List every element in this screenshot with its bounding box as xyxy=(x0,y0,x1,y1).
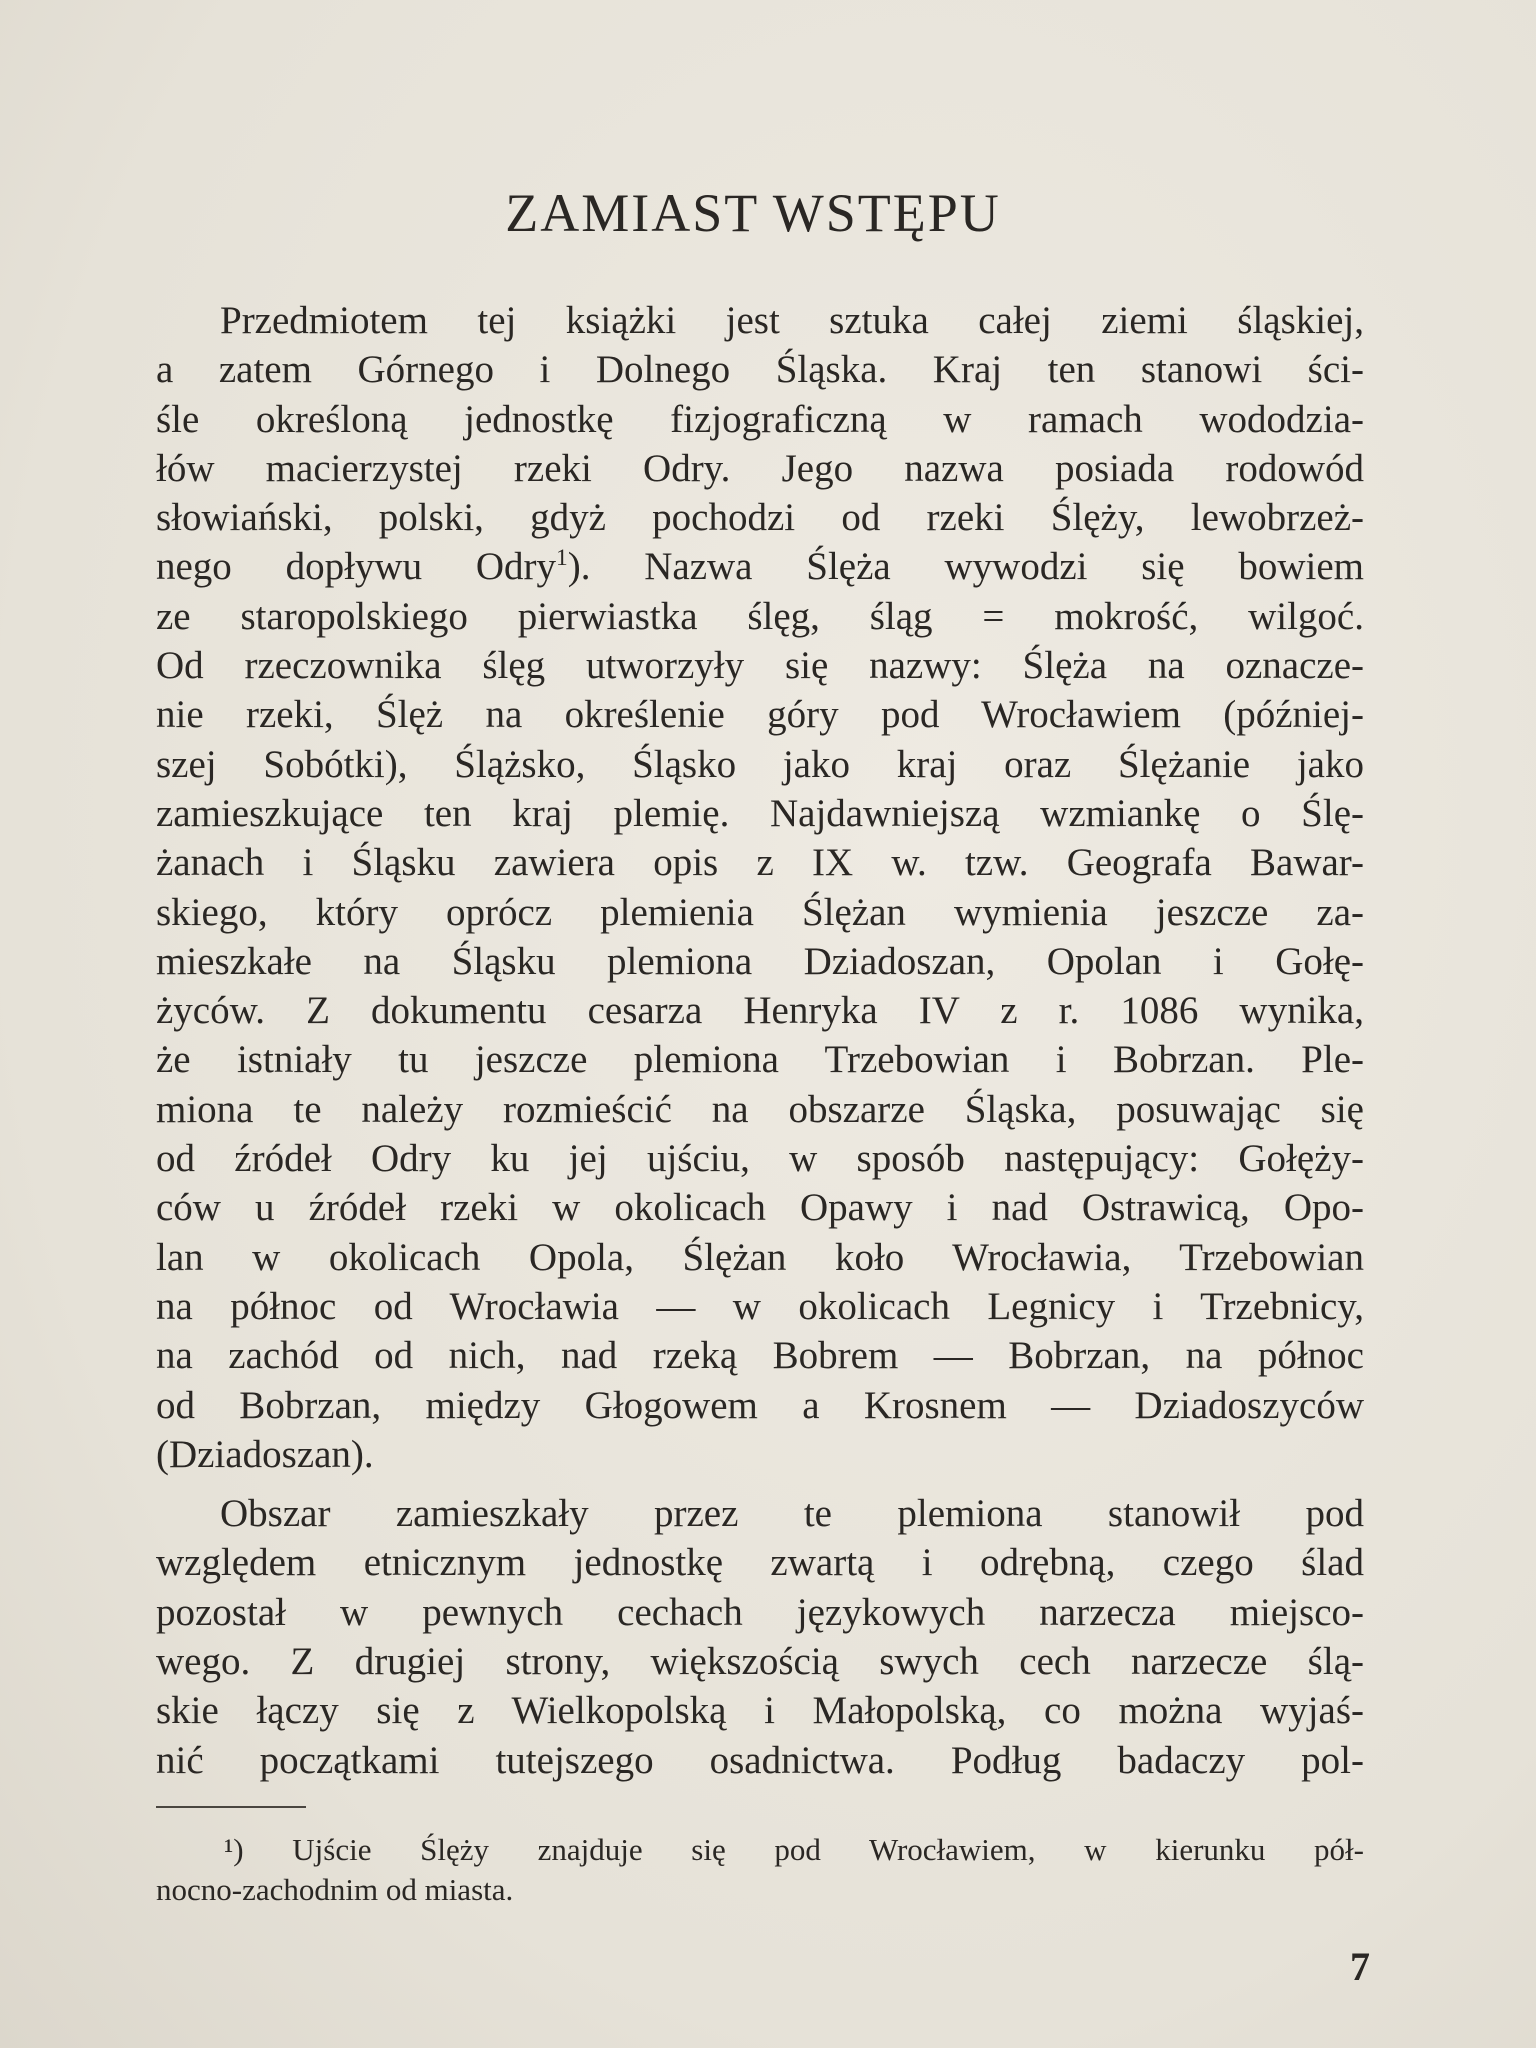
page-number: 7 xyxy=(1350,1944,1370,1989)
footnote-marker: 1 xyxy=(556,545,568,572)
text-line: Od rzeczownika ślęg utworzyły się nazwy: Ślęża na oznacze- xyxy=(156,644,1364,688)
text-line: zamieszkujące ten kraj plemię. Najdawniejszą wzmiankę o Ślę- xyxy=(156,791,1364,835)
text-line: lan w okolicach Opola, Ślężan koło Wrocławia, Trzebowian xyxy=(156,1235,1364,1279)
text-line: skie łączy się z Wielkopolską i Małopolską, co można wyjaś- xyxy=(156,1689,1364,1733)
text-line: nić początkami tutejszego osadnictwa. Podług badaczy pol- xyxy=(156,1738,1364,1782)
page-title: ZAMIAST WSTĘPU xyxy=(505,183,1001,243)
text-line: pozostał w pewnych cechach językowych narzecza miejsco- xyxy=(156,1590,1364,1634)
text-line: szej Sobótki), Ślążsko, Śląsko jako kraj oraz Ślężanie jako xyxy=(156,742,1364,786)
paragraph-gap xyxy=(156,1479,1364,1489)
text-line: wego. Z drugiej strony, większością swych cech narzecze ślą- xyxy=(156,1640,1364,1684)
text-line: Przedmiotem tej książki jest sztuka całej ziemi śląskiej, xyxy=(220,299,1364,342)
text-line: że istniały tu jeszcze plemiona Trzebowian i Bobrzan. Ple- xyxy=(156,1038,1364,1082)
text-line: od źródeł Odry ku jej ujściu, w sposób następujący: Gołęży- xyxy=(156,1137,1364,1181)
footnote xyxy=(156,1830,1364,1910)
text-line: ców u źródeł rzeki w okolicach Opawy i nad Ostrawicą, Opo- xyxy=(156,1186,1364,1230)
footnote-line: ¹) Ujście Ślęży znajduje się pod Wrocławiem, w kierunku pół- xyxy=(224,1832,1364,1867)
text-line: łów macierzystej rzeki Odry. Jego nazwa posiada rodowód xyxy=(156,446,1364,490)
text-line: życów. Z dokumentu cesarza Henryka IV z r. 1086 wynika, xyxy=(156,989,1364,1033)
footnote-divider xyxy=(156,1806,306,1808)
text-line: od Bobrzan, między Głogowem a Krosnem — Dziadoszyców xyxy=(156,1383,1364,1427)
text-line: mieszkałe na Śląsku plemiona Dziadoszan, Opolan i Gołę- xyxy=(156,939,1364,983)
text-line: skiego, który oprócz plemienia Ślężan wymienia jeszcze za- xyxy=(156,890,1364,934)
text-line: Obszar zamieszkały przez te plemiona stanowił pod xyxy=(220,1492,1364,1536)
text-line: względem etnicznym jednostkę zwartą i odrębną, czego ślad xyxy=(156,1541,1364,1585)
text-line: ze staropolskiego pierwiastka ślęg, śląg = mokrość, wilgoć. xyxy=(156,594,1364,638)
text-line: nie rzeki, Ślęż na określenie góry pod Wrocławiem (później- xyxy=(156,693,1364,737)
body-text xyxy=(156,296,1364,1785)
text-line: na północ od Wrocławia — w okolicach Legnicy i Trzebnicy, xyxy=(156,1284,1364,1328)
text-line: żanach i Śląsku zawiera opis z IX w. tzw. Geografa Bawar- xyxy=(156,841,1364,885)
text-line: na zachód od nich, nad rzeką Bobrem — Bobrzan, na północ xyxy=(156,1334,1364,1378)
footnote-line: nocno-zachodnim od miasta. xyxy=(156,1872,514,1907)
text-line: miona te należy rozmieścić na obszarze Śląska, posuwając się xyxy=(156,1087,1364,1131)
text-line: nego dopływu Odry$^1$). Nazwa Ślęża wywodzi się bowiem xyxy=(156,545,1364,589)
text-line: a zatem Górnego i Dolnego Śląska. Kraj ten stanowi ści- xyxy=(156,348,1364,392)
text-line: śle określoną jednostkę fizjograficzną w ramach wododzia- xyxy=(156,397,1364,441)
text-line: słowiański, polski, gdyż pochodzi od rzeki Ślęży, lewobrzeż- xyxy=(156,496,1364,540)
text-line: (Dziadoszan). xyxy=(156,1432,374,1476)
